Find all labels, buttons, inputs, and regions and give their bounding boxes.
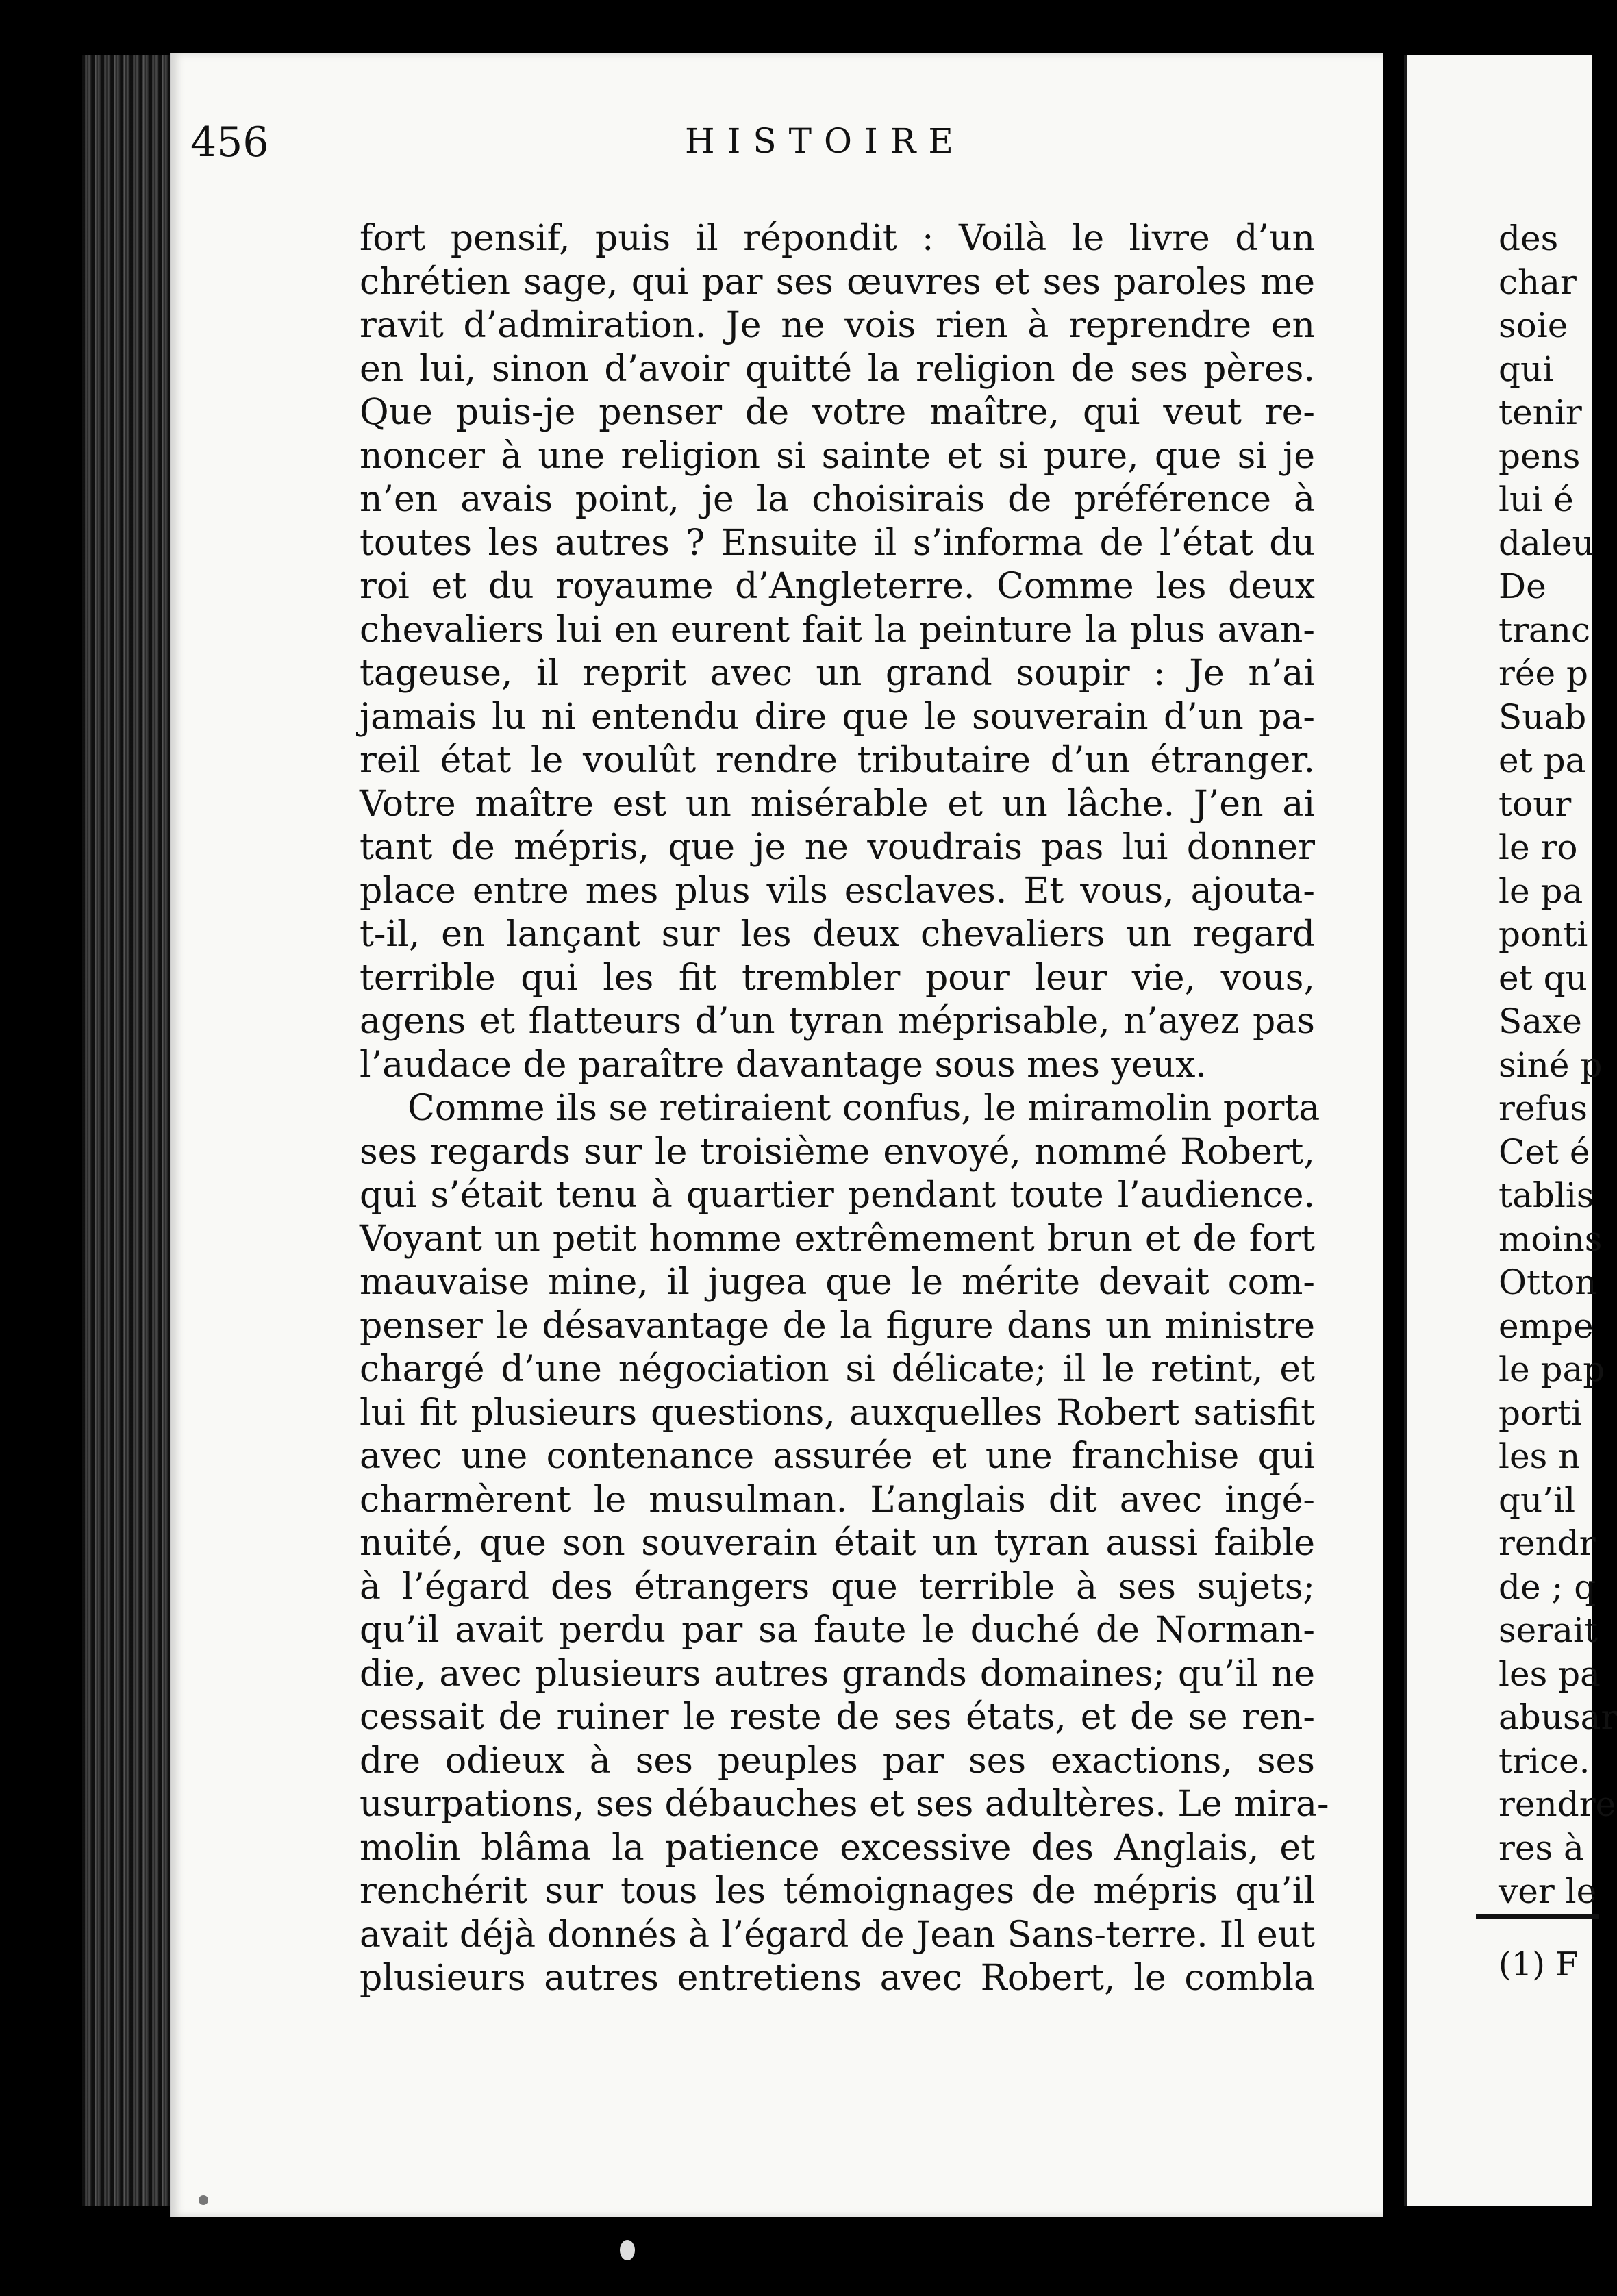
text-line: fort pensif, puis il répondit : Voilà le livre d’un — [360, 218, 1315, 259]
right-text-fragment: porti — [1499, 1393, 1583, 1433]
text-line: t-il, en lançant sur les deux chevaliers un regard — [360, 914, 1315, 955]
text-line: qui s’était tenu à quartier pendant toute l’audience. — [360, 1175, 1315, 1216]
right-text-fragment: tenir — [1499, 392, 1582, 432]
text-line: l’audace de paraître davantage sous mes yeux. — [360, 1044, 1207, 1086]
text-line: plusieurs autres entretiens avec Robert, le combla — [360, 1958, 1315, 1999]
text-line: renchérit sur tous les témoignages de mépris qu’il — [360, 1871, 1315, 1912]
right-text-fragment: soie — [1499, 305, 1568, 345]
right-text-fragment: lui é — [1499, 479, 1574, 519]
right-text-fragment: rée p — [1499, 653, 1588, 693]
text-line: Comme ils se retiraient confus, le miramolin porta — [408, 1088, 1320, 1129]
text-line: noncer à une religion si sainte et si pure, que si je — [360, 435, 1315, 477]
paper-speck — [620, 2240, 635, 2260]
right-text-fragment: char — [1499, 262, 1577, 302]
right-text-fragment: qu’il — [1499, 1480, 1576, 1520]
right-text-fragment: moins — [1499, 1219, 1603, 1259]
right-text-fragment: le ro — [1499, 827, 1578, 867]
text-line: Que puis-je penser de votre maître, qui veut re- — [360, 392, 1315, 433]
right-text-fragment: tour — [1499, 784, 1572, 824]
book-binding-edge — [82, 55, 178, 2206]
right-text-fragment: ponti — [1499, 914, 1588, 954]
right-text-fragment: des — [1499, 219, 1559, 258]
right-text-fragment: De — [1499, 566, 1546, 606]
text-line: n’en avais point, je la choisirais de préférence à — [360, 479, 1315, 520]
text-line: reil état le voulût rendre tributaire d’un étranger. — [360, 740, 1315, 781]
text-line: chrétien sage, qui par ses œuvres et ses paroles me — [360, 261, 1315, 303]
text-line: charmèrent le musulman. L’anglais dit avec ingé- — [360, 1479, 1315, 1521]
right-text-fragment: Saxe — [1499, 1001, 1582, 1041]
right-text-fragment: Cet é — [1499, 1132, 1590, 1172]
text-line: avait déjà donnés à l’égard de Jean Sans-terre. Il eut — [360, 1914, 1315, 1956]
right-text-fragment: les n — [1499, 1436, 1581, 1476]
text-line: lui fit plusieurs questions, auxquelles Robert satisfit — [360, 1392, 1315, 1434]
text-line: à l’égard des étrangers que terrible à ses sujets; — [360, 1566, 1315, 1608]
text-line: chargé d’une négociation si délicate; il le retint, et — [360, 1349, 1315, 1390]
right-text-fragment: qui — [1499, 349, 1554, 389]
right-text-fragment: ver le — [1499, 1871, 1597, 1911]
right-page-text — [1499, 217, 1617, 1914]
right-text-fragment: de ; q — [1499, 1567, 1596, 1607]
right-text-fragment: tablis — [1499, 1175, 1594, 1215]
right-text-fragment: Suab — [1499, 697, 1587, 737]
right-text-fragment: tranc — [1499, 610, 1591, 650]
text-line: tageuse, il reprit avec un grand soupir : Je n’ai — [360, 653, 1315, 694]
right-text-fragment: rendre — [1499, 1784, 1616, 1824]
text-line: Votre maître est un misérable et un lâche. J’en ai — [360, 783, 1315, 825]
text-line: nuité, que son souverain était un tyran aussi faible — [360, 1523, 1315, 1564]
text-line: die, avec plusieurs autres grands domaines; qu’il ne — [360, 1653, 1315, 1695]
right-text-fragment: rendr — [1499, 1523, 1596, 1563]
text-line: mauvaise mine, il jugea que le mérite devait com- — [360, 1262, 1315, 1303]
page-number: 456 — [190, 118, 269, 166]
right-text-fragment: serait — [1499, 1610, 1599, 1650]
right-page-footnote: (1) F — [1499, 1945, 1579, 1984]
text-line: place entre mes plus vils esclaves. Et vous, ajouta- — [360, 870, 1315, 912]
right-text-fragment: le pa — [1499, 871, 1583, 911]
text-line: ravit d’admiration. Je ne vois rien à reprendre en — [360, 305, 1315, 346]
text-line: agens et flatteurs d’un tyran méprisable, n’ayez pas — [360, 1001, 1315, 1042]
right-text-fragment: et qu — [1499, 958, 1588, 998]
text-line: tant de mépris, que je ne voudrais pas lui donner — [360, 827, 1315, 868]
text-line: usurpations, ses débauches et ses adultères. Le mira- — [360, 1784, 1329, 1825]
right-text-fragment: siné p — [1499, 1045, 1603, 1085]
right-text-fragment: le pap — [1499, 1349, 1605, 1389]
text-line: qu’il avait perdu par sa faute le duché de Norman- — [360, 1610, 1315, 1651]
right-text-fragment: pens — [1499, 436, 1581, 476]
body-text — [360, 217, 1329, 2001]
footnote-rule — [1476, 1914, 1599, 1919]
text-line: chevaliers lui en eurent fait la peinture la plus avan- — [360, 609, 1315, 651]
running-title: HISTOIRE — [685, 121, 966, 161]
right-text-fragment: empe — [1499, 1306, 1594, 1346]
text-line: molin blâma la patience excessive des Anglais, et — [360, 1827, 1315, 1869]
right-text-fragment: Otton — [1499, 1262, 1597, 1302]
text-line: cessait de ruiner le reste de ses états, et de se ren- — [360, 1697, 1315, 1738]
paper-speck — [199, 2195, 208, 2205]
right-text-fragment: trice. — [1499, 1740, 1590, 1781]
right-text-fragment: et pa — [1499, 740, 1586, 780]
text-line: avec une contenance assurée et une franchise qui — [360, 1436, 1315, 1477]
text-line: toutes les autres ? Ensuite il s’informa de l’état du — [360, 522, 1315, 564]
right-text-fragment: abusar — [1499, 1697, 1617, 1737]
text-line: dre odieux à ses peuples par ses exactions, ses — [360, 1740, 1315, 1782]
text-line: terrible qui les fit trembler pour leur vie, vous, — [360, 957, 1315, 999]
text-line: penser le désavantage de la figure dans un ministre — [360, 1305, 1315, 1347]
right-text-fragment: refus — [1499, 1088, 1588, 1128]
text-line: Voyant un petit homme extrêmement brun et de fort — [360, 1218, 1315, 1260]
right-text-fragment: res à — [1499, 1827, 1584, 1868]
right-text-fragment: daleu — [1499, 523, 1594, 563]
right-text-fragment: les pa — [1499, 1654, 1601, 1694]
text-line: ses regards sur le troisième envoyé, nommé Robert, — [360, 1131, 1315, 1173]
text-line: roi et du royaume d’Angleterre. Comme les deux — [360, 566, 1315, 607]
page-header — [190, 118, 1300, 173]
text-line: en lui, sinon d’avoir quitté la religion de ses pères. — [360, 348, 1315, 390]
text-line: jamais lu ni entendu dire que le souverain d’un pa- — [360, 696, 1315, 738]
